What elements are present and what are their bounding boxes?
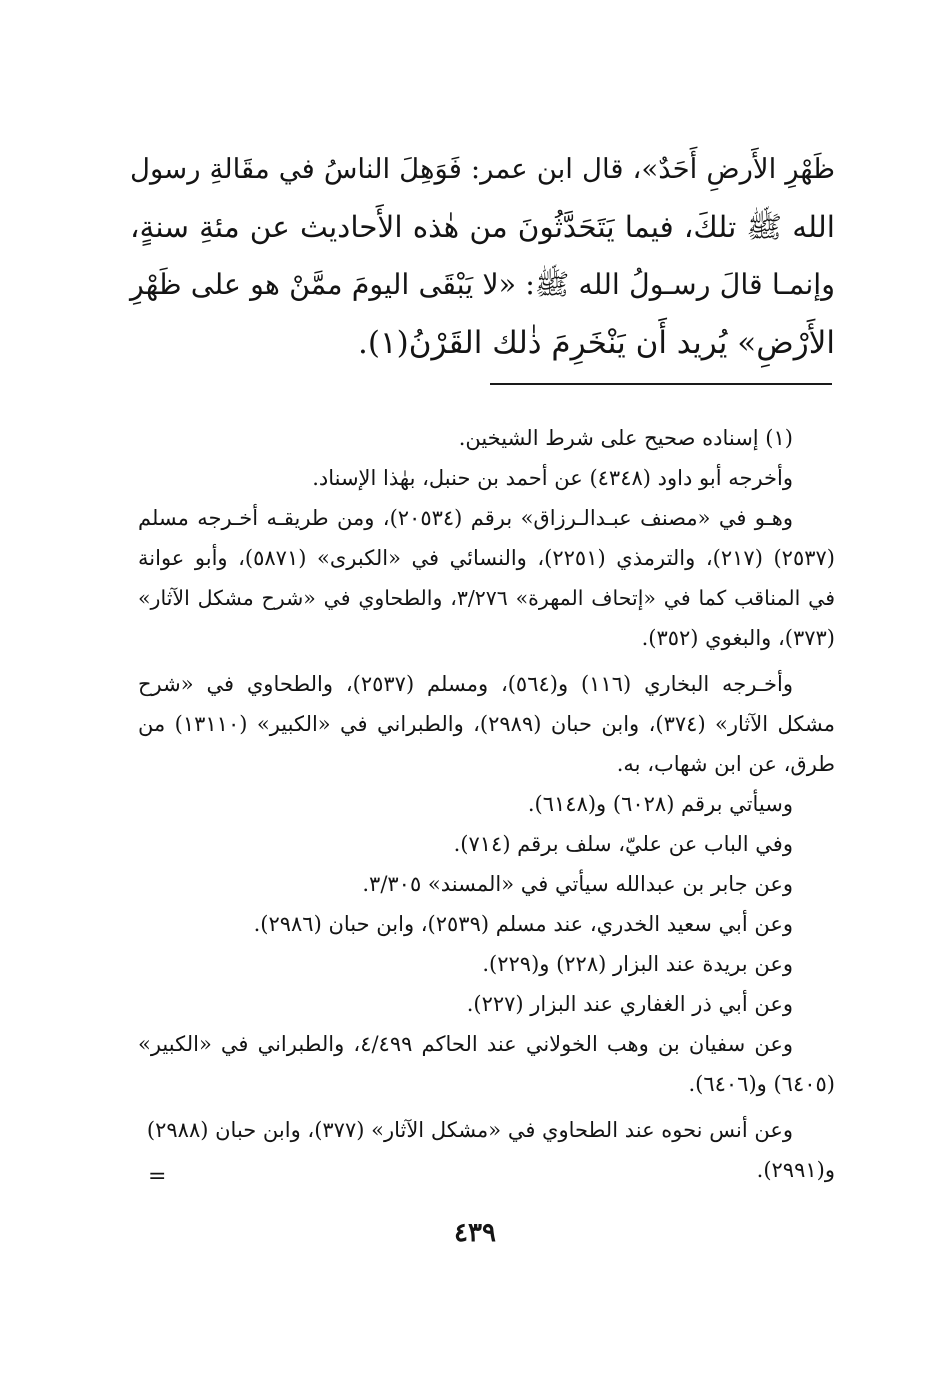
footnote-line: وعن أبي ذر الغفاري عند البزار (٢٢٧).: [466, 992, 793, 1016]
footnote-line: وأخـرجه البخاري (١١٦) و(٥٦٤)، ومسلم (٢٥٣٧)، والطحاوي في «شرح: [138, 672, 793, 696]
main-line: الأَرْضِ» يُريد أَن يَنْخَرِمَ ذٰلك القَرْنُ(١).: [358, 325, 835, 361]
footnote-line: وعن بريدة عند البزار (٢٢٨) و(٢٢٩).: [482, 952, 793, 976]
footnote-line: (٣٧٣)، والبغوي (٣٥٢).: [641, 626, 835, 650]
footnotes-block: [138, 418, 835, 1190]
footnote-line: وعن جابر بن عبدالله سيأتي في «المسند» ٣/٣٠٥.: [362, 872, 793, 896]
footnote-line: وعن أبي سعيد الخدري، عند مسلم (٢٥٣٩)، وابن حبان (٢٩٨٦).: [253, 912, 793, 936]
footnote-line: و(٢٩٩١).: [756, 1158, 835, 1182]
page-number: ٤٣٩: [454, 1218, 496, 1248]
footnote-line: (١) إسناده صحيح على شرط الشيخين.: [458, 426, 793, 450]
continuation-mark: =: [148, 1164, 167, 1189]
footnote-line: وفي الباب عن عليّ، سلف برقم (٧١٤).: [453, 832, 793, 856]
footnote-line: طرق، عن ابن شهاب، به.: [616, 752, 835, 776]
footnote-line: وعن أنس نحوه عند الطحاوي في «مشكل الآثار» (٣٧٧)، وابن حبان (٢٩٨٨): [146, 1118, 793, 1142]
footnote-line: في المناقب كما في «إتحاف المهرة» ٣/٢٧٦، والطحاوي في «شرح مشكل الآثار»: [138, 586, 835, 610]
footnote-separator: [490, 383, 832, 385]
footnote-line: وعن سفيان بن وهب الخولاني عند الحاكم ٤/٤٩٩، والطبراني في «الكبير»: [138, 1032, 793, 1056]
footnote-line: وأخرجه أبو داود (٤٣٤٨) عن أحمد بن حنبل، بهٰذا الإسناد.: [312, 466, 793, 490]
main-line: وإنمـا قالَ رسـولُ الله ﷺ: «لا يَبْقَى اليومَ ممَّنْ هو على ظَهْرِ: [130, 268, 835, 301]
main-line: الله ﷺ تلكَ، فيما يَتَحَدَّثُونَ من هٰذه الأَحاديث عن مئةِ سنةٍ،: [130, 210, 835, 244]
footnote-line: (٢٥٣٧) (٢١٧)، والترمذي (٢٢٥١)، والنسائي في «الكبرى» (٥٨٧١)، وأبو عوانة: [138, 546, 835, 570]
footnote-line: (٦٤٠٥) و(٦٤٠٦).: [688, 1072, 835, 1096]
footnote-line: وسيأتي برقم (٦٠٢٨) و(٦١٤٨).: [527, 792, 793, 816]
main-paragraph: [130, 140, 835, 372]
main-text-block: [130, 140, 835, 372]
footnote-line: وهـو في «مصنف عبـدالـرزاق» برقم (٢٠٥٣٤)، ومن طريقـه أخـرجه مسلم: [138, 506, 793, 530]
main-line: ظَهْرِ الأَرضِ أَحَدٌ»، قال ابن عمر: فَوَهِلَ الناسُ في مقَالةِ رسول: [130, 153, 835, 185]
footnote-line: مشكل الآثار» (٣٧٤)، وابن حبان (٢٩٨٩)، والطبراني في «الكبير» (١٣١١٠) من: [138, 712, 835, 736]
